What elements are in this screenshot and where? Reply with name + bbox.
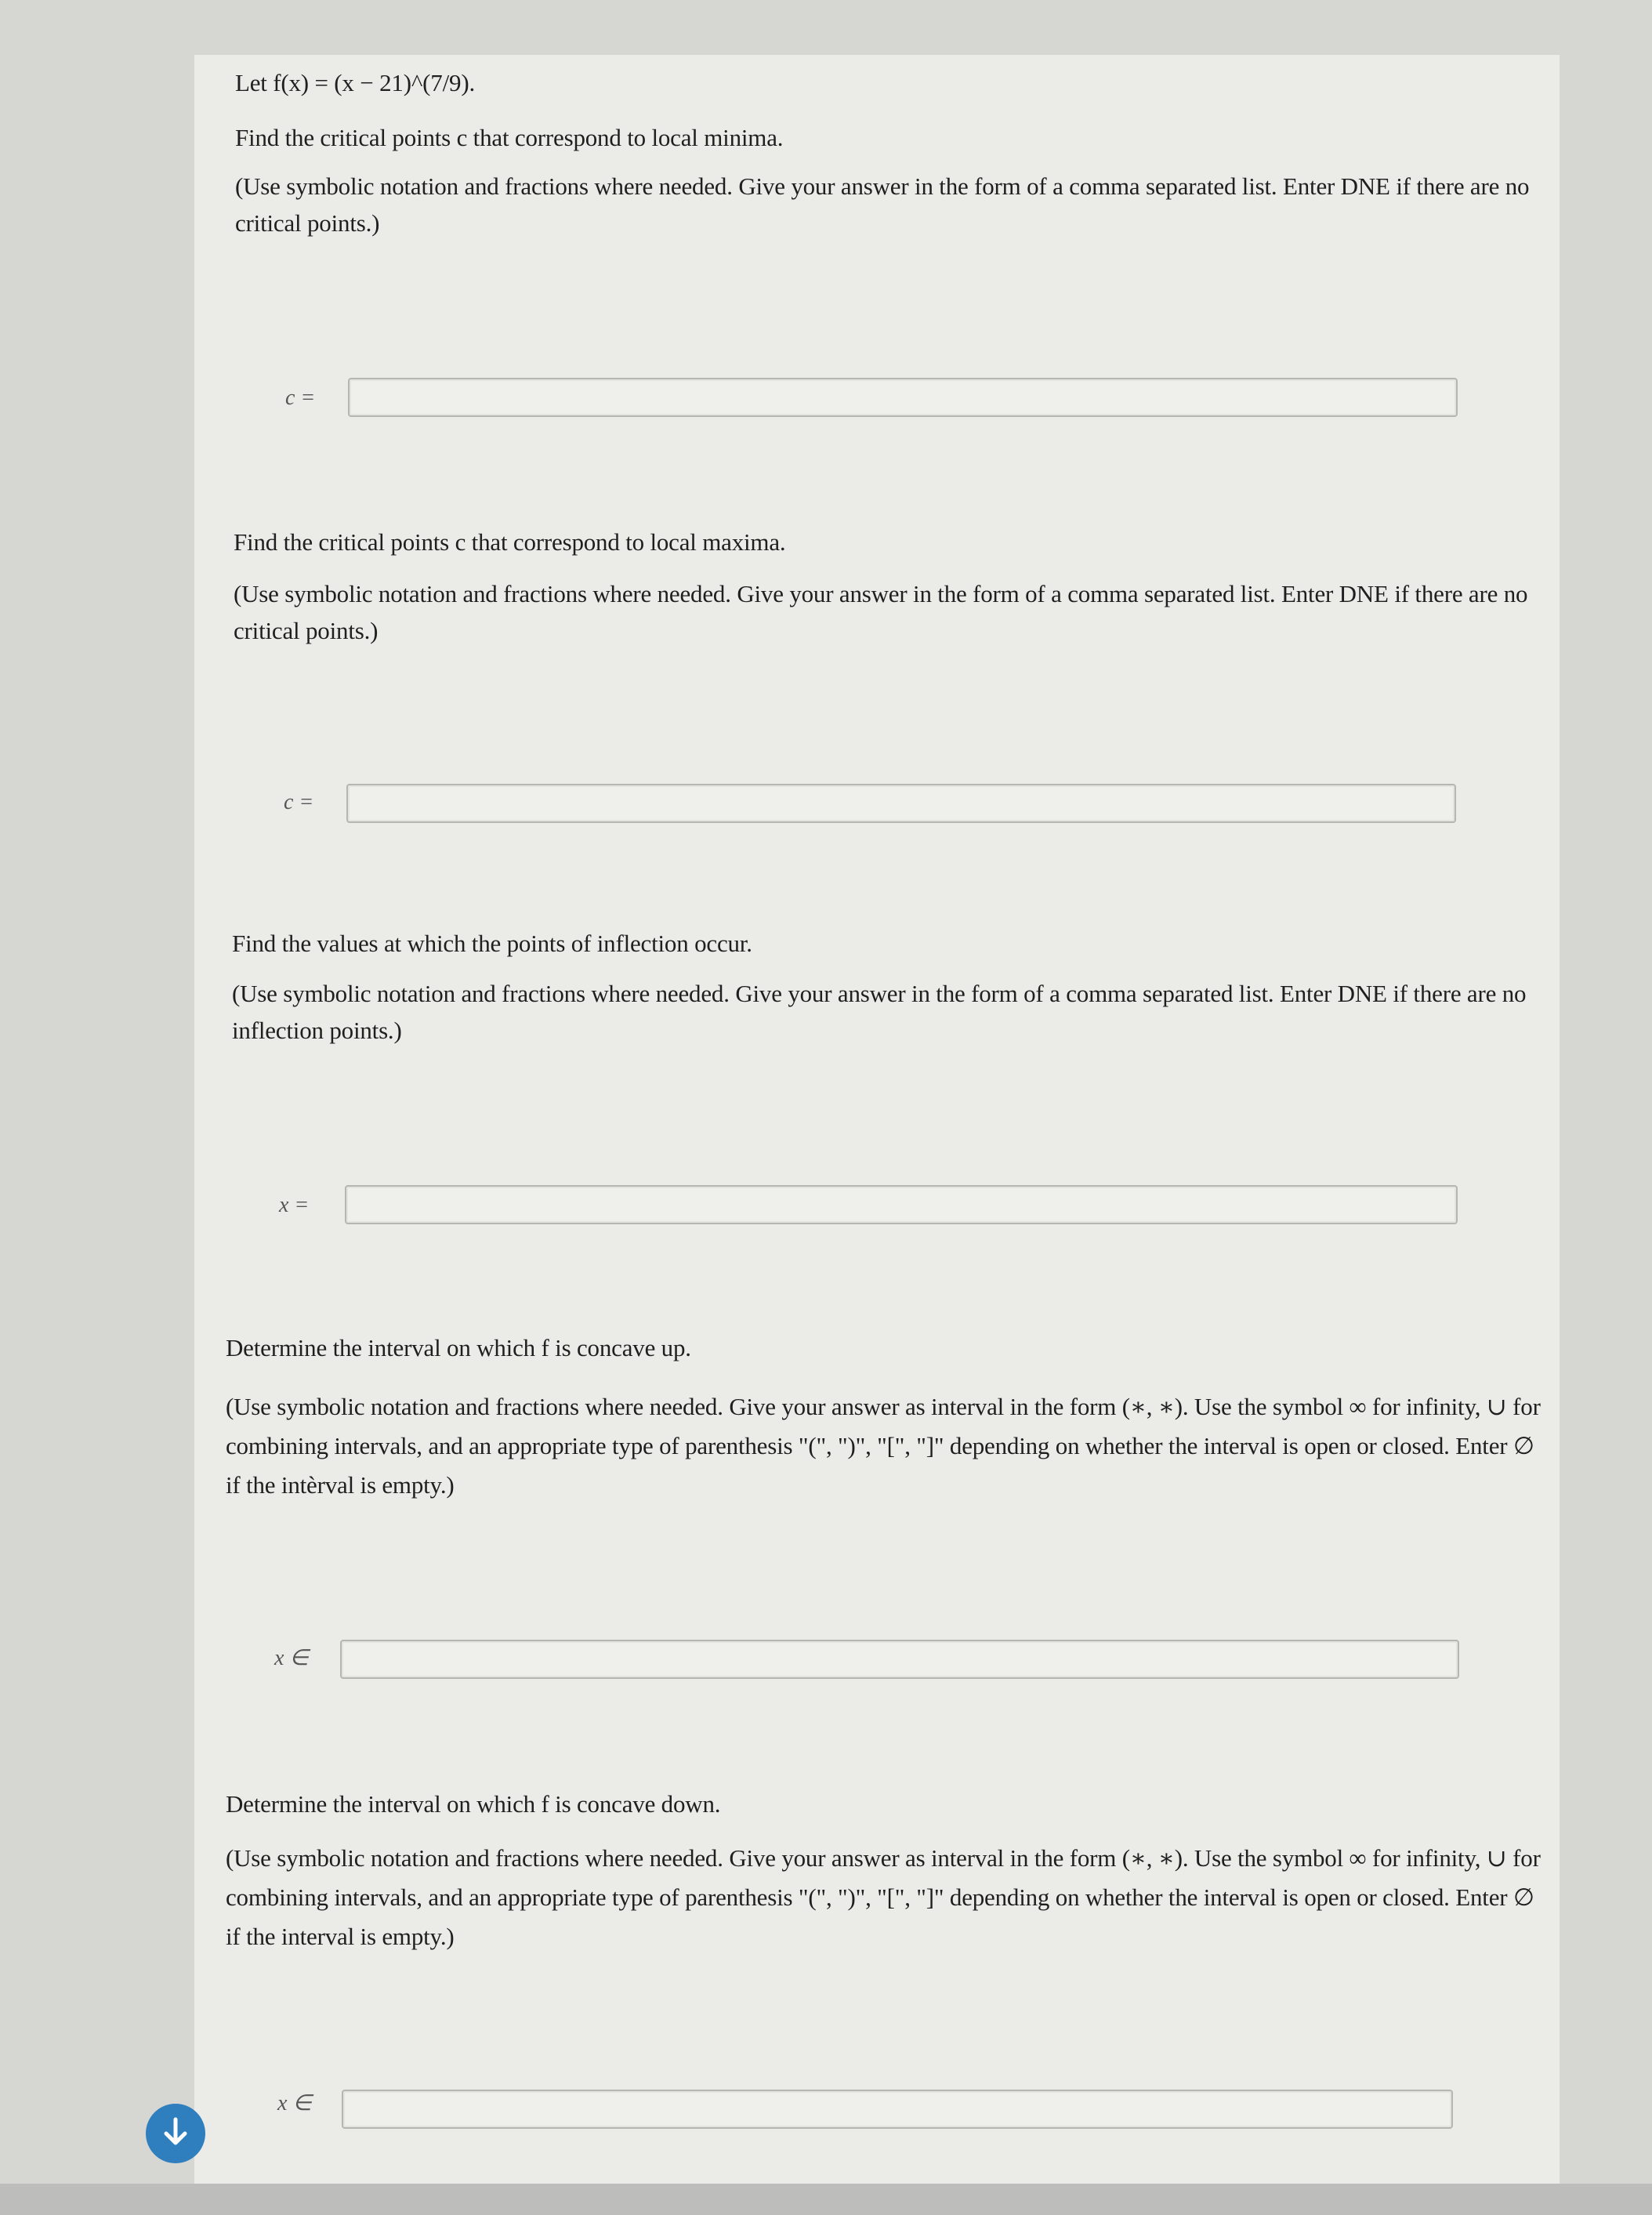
instructions-local-minima: (Use symbolic notation and fractions where needed. Give your answer in the form of a comma separated list. Enter DNE if there are no critical points.)	[235, 172, 1530, 237]
answer-input-local-maxima[interactable]	[346, 784, 1456, 823]
scroll-down-button[interactable]	[146, 2104, 205, 2163]
answer-input-concave-down[interactable]	[342, 2090, 1453, 2129]
question-concave-down: Determine the interval on which f is concave down.	[226, 1790, 721, 1818]
instructions-local-maxima: (Use symbolic notation and fractions where needed. Give your answer in the form of a comma separated list. Enter DNE if there are no critical points.)	[234, 580, 1528, 644]
function-definition: Let f(x) = (x − 21)^(7/9).	[235, 69, 475, 96]
label-c-minima: c =	[285, 386, 316, 410]
question-local-maxima: Find the critical points c that correspond to local maxima.	[234, 528, 786, 556]
label-x-in-concave-up: x ∈	[274, 1646, 309, 1670]
question-local-minima: Find the critical points c that correspond to local minima.	[235, 124, 784, 151]
label-c-maxima: c =	[284, 790, 314, 814]
instructions-concave-up: (Use symbolic notation and fractions where needed. Give your answer as interval in the form (∗, ∗). Use the symbol ∞ for infinity, ∪ for combining intervals, and an appropriate type of parenthesis "(", ")", "[", "]" depending on whether the interval is open or closed. Enter ∅ if the intèrval is empty.)	[226, 1393, 1541, 1499]
bottom-edge	[0, 2184, 1652, 2215]
label-x-inflection: x =	[279, 1193, 310, 1217]
instructions-concave-down: (Use symbolic notation and fractions where needed. Give your answer as interval in the form (∗, ∗). Use the symbol ∞ for infinity, ∪ for combining intervals, and an appropriate type of parenthesis "(", ")", "[", "]" depending on whether the interval is open or closed. Enter ∅ if the interval is empty.)	[226, 1844, 1541, 1950]
question-concave-up: Determine the interval on which f is concave up.	[226, 1334, 691, 1361]
label-x-in-concave-down: x ∈	[277, 2091, 312, 2115]
answer-input-local-minima[interactable]	[348, 378, 1458, 417]
question-inflection-points: Find the values at which the points of inflection occur.	[232, 930, 752, 957]
answer-input-concave-up[interactable]	[340, 1640, 1459, 1679]
answer-input-inflection-points[interactable]	[345, 1185, 1458, 1224]
instructions-inflection-points: (Use symbolic notation and fractions where needed. Give your answer in the form of a comma separated list. Enter DNE if there are no inflection points.)	[232, 980, 1527, 1044]
arrow-down-icon	[158, 2115, 193, 2153]
